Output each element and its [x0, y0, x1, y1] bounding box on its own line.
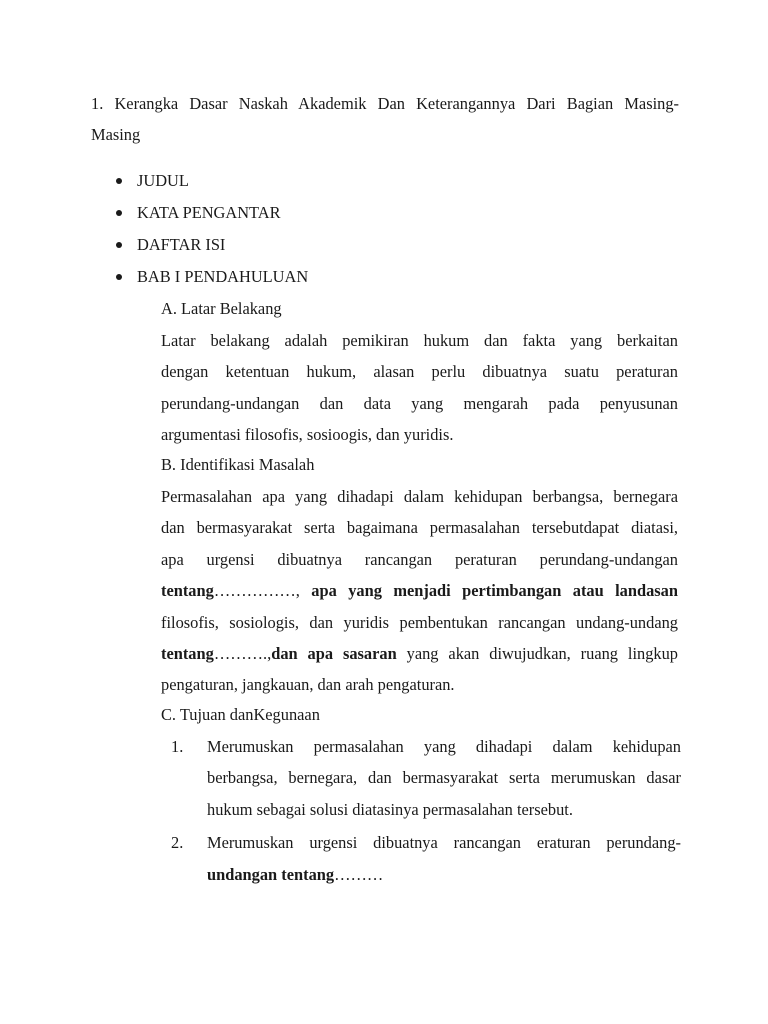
section-latar-belakang [161, 293, 678, 451]
bullet-item-judul [91, 165, 691, 197]
bold-text: tentang [161, 581, 214, 601]
section-a-paragraph [161, 325, 678, 451]
bold-text: apa yang menjadi pertimbangan atau landasan [299, 581, 678, 601]
paragraph-line: perundang-undangan dan data yang mengarah pada penyusunan [161, 393, 678, 413]
document-heading [91, 88, 679, 151]
bullet-dot-icon [116, 178, 122, 184]
paragraph-line: argumentasi filosofis, sosioogis, dan yuridis. [161, 425, 454, 445]
bullet-label: BAB I PENDAHULUAN [137, 267, 309, 286]
bold-text: dan apa sasaran [271, 644, 397, 664]
item-line: Merumuskan permasalahan yang dihadapi dalam kehidupan [207, 737, 681, 756]
outline-bullet-list [91, 165, 691, 293]
paragraph-line-mixed [161, 638, 678, 669]
section-identifikasi-masalah [161, 449, 678, 701]
paragraph-line: dengan ketentuan hukum, alasan perlu dibuatnya suatu peraturan [161, 362, 678, 382]
section-c-title: C. Tujuan danKegunaan [161, 705, 320, 724]
ellipsis-placeholder: ……………, [213, 581, 300, 601]
bullet-item-bab-i [91, 261, 691, 293]
section-tujuan-kegunaan [161, 699, 678, 731]
paragraph-line: pengaturan, jangkauan, dan arah pengaturan. [161, 675, 455, 695]
heading-line-2: Masing [91, 125, 141, 145]
item-number: 2. [171, 833, 184, 853]
bullet-item-kata-pengantar [91, 197, 691, 229]
paragraph-line: Latar belakang adalah pemikiran hukum dan fakta yang berkaitan [161, 331, 678, 350]
bullet-dot-icon [116, 274, 122, 280]
item-line: hukum sebagai solusi diatasinya permasalahan tersebut. [207, 799, 573, 819]
bullet-label: DAFTAR ISI [137, 235, 226, 254]
paragraph-line: apa urgensi dibuatnya rancangan peraturan perundang-undangan [161, 549, 678, 569]
bullet-dot-icon [116, 242, 122, 248]
paragraph-line: dan bermasyarakat serta bagaimana permasalahan tersebutdapat diatasi, [161, 518, 678, 538]
item-line-mixed [207, 859, 681, 890]
numbered-item-2 [161, 827, 681, 890]
heading-line-1: 1. Kerangka Dasar Naskah Akademik Dan Keterangannya Dari Bagian Masing- [91, 94, 679, 113]
bullet-item-daftar-isi [91, 229, 691, 261]
paragraph-line: Permasalahan apa yang dihadapi dalam kehidupan berbangsa, bernegara [161, 487, 678, 506]
paragraph-text: yang akan diwujudkan, ruang lingkup [396, 644, 678, 664]
bold-text: tentang [161, 644, 214, 664]
bullet-dot-icon [116, 210, 122, 216]
item-line: Merumuskan urgensi dibuatnya rancangan eraturan perundang- [207, 833, 681, 853]
ellipsis-placeholder: ……… [334, 864, 384, 884]
numbered-item-1 [161, 731, 681, 825]
bullet-label: KATA PENGANTAR [137, 203, 281, 222]
item-number: 1. [171, 737, 184, 756]
item-line: berbangsa, bernegara, dan bermasyarakat serta merumuskan dasar [207, 768, 681, 788]
section-b-paragraph [161, 481, 678, 701]
bold-text: undangan tentang [207, 864, 335, 884]
section-b-title: B. Identifikasi Masalah [161, 455, 315, 474]
paragraph-line: filosofis, sosiologis, dan yuridis pembentukan rancangan undang-undang [161, 612, 678, 632]
section-a-title: A. Latar Belakang [161, 299, 282, 318]
paragraph-line-mixed [161, 575, 678, 606]
ellipsis-placeholder: ………., [213, 644, 272, 664]
bullet-label: JUDUL [137, 171, 189, 190]
numbered-list [161, 731, 681, 890]
